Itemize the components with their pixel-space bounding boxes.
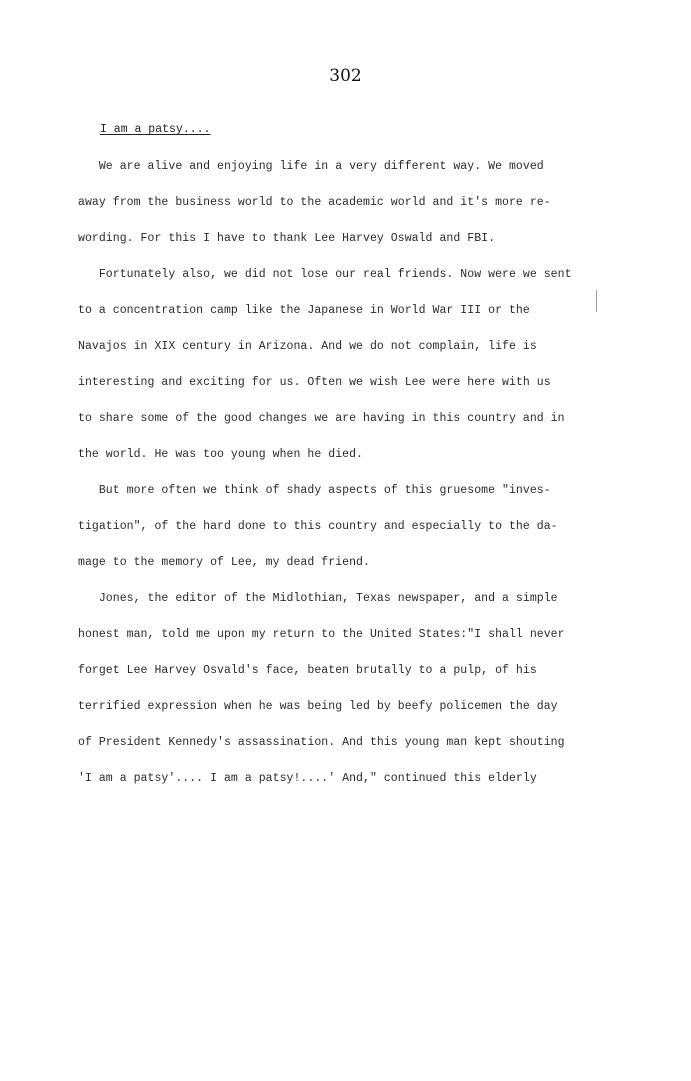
body-line: tigation", of the hard done to this country and especially to the da- (78, 520, 558, 533)
body-line: interesting and exciting for us. Often we wish Lee were here with us (78, 376, 551, 389)
body-line: Fortunately also, we did not lose our real friends. Now were we sent (78, 268, 572, 281)
body-line: away from the business world to the academic world and it's more re- (78, 196, 551, 209)
body-line: to a concentration camp like the Japanese in World War III or the (78, 304, 530, 317)
body-line: wording. For this I have to thank Lee Harvey Oswald and FBI. (78, 232, 496, 245)
body-line: terrified expression when he was being led by beefy policemen the day (78, 700, 558, 713)
body-line: But more often we think of shady aspects of this gruesome "inves- (78, 484, 551, 497)
page-number: 302 (329, 66, 362, 86)
body-line: Navajos in XIX century in Arizona. And we do not complain, life is (78, 340, 537, 353)
body-line: the world. He was too young when he died. (78, 448, 363, 461)
body-line: to share some of the good changes we are having in this country and in (78, 412, 565, 425)
section-heading: I am a patsy.... (100, 123, 211, 136)
body-line: honest man, told me upon my return to the United States:"I shall never (78, 628, 565, 641)
body-line: Jones, the editor of the Midlothian, Texas newspaper, and a simple (78, 592, 558, 605)
body-line: We are alive and enjoying life in a very different way. We moved (78, 160, 544, 173)
body-line: 'I am a patsy'.... I am a patsy!....' And," continued this elderly (78, 772, 537, 785)
margin-mark (596, 290, 597, 312)
body-line: mage to the memory of Lee, my dead friend. (78, 556, 370, 569)
body-line: forget Lee Harvey Osvald's face, beaten brutally to a pulp, of his (78, 664, 537, 677)
body-line: of President Kennedy's assassination. And this young man kept shouting (78, 736, 565, 749)
